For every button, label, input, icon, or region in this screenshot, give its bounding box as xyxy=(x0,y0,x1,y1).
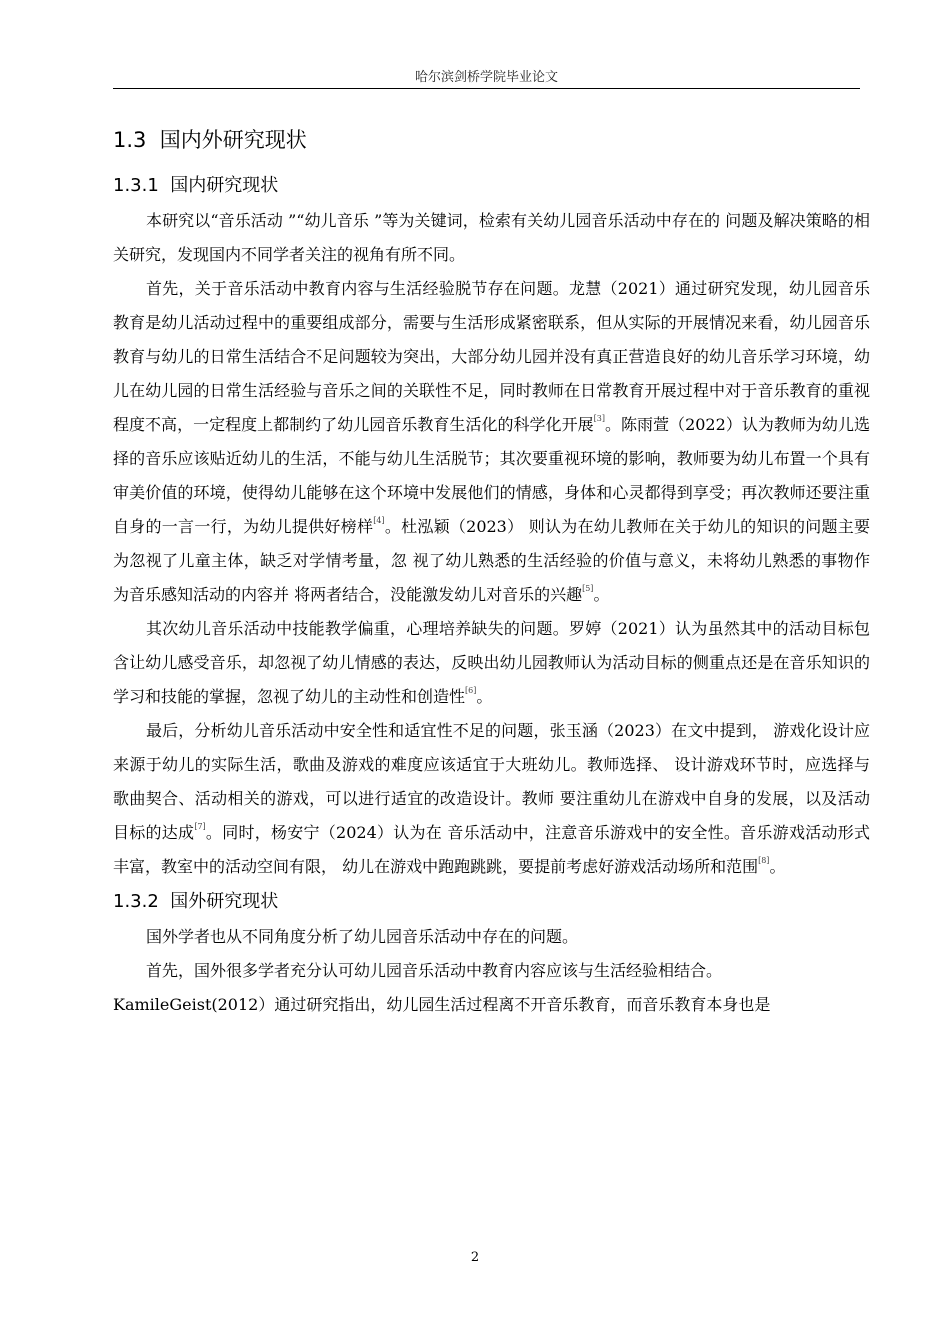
citation: [4] xyxy=(373,516,385,525)
section-heading xyxy=(113,120,870,160)
paragraph-foreign-first: 首先，国外很多学者充分认可幼儿园音乐活动中教育内容应该与生活经验相结合。 xyxy=(146,961,723,980)
paragraph-intro: 本研究以“音乐活动 ”“幼儿音乐 ”等为关键词，检索有关幼儿园音乐活动中存在的 问题及解决策略的相关研究，发现国内不同学者关注的视角有所不同。 xyxy=(113,211,870,264)
subsection-number: 1.3.1 xyxy=(113,175,159,196)
section-title: 国内外研究现状 xyxy=(159,128,307,152)
citation: [5] xyxy=(582,584,594,593)
paragraph-text: 最后，分析幼儿音乐活动中安全性和适宜性不足的问题，张玉涵（2023）在文中提到， 游戏化设计应来源于幼儿的实际生活，歌曲及游戏的难度应该适宜于大班幼儿。教师选择、 设计游戏环节时，应选择与歌曲契合、活动相关的游戏，可以进行适宜的改造设计。教师 要注重幼儿在游戏中自身的发展，以及活动目标的达成 xyxy=(113,721,870,842)
citation: [8] xyxy=(758,856,770,865)
subsection-title: 国外研究现状 xyxy=(170,891,279,912)
paragraph-text: 首先，关于音乐活动中教育内容与生活经验脱节存在问题。龙慧（2021）通过研究发现，幼儿园音乐教育是幼儿活动过程中的重要组成部分，需要与生活形成紧密联系，但从实际的开展情况来看，幼儿园音乐教育与幼儿的日常生活结合不足问题较为突出，大部分幼儿园并没有真正营造良好的幼儿音乐学习环境，幼儿在幼儿园的日常生活经验与音乐之间的关联性不足，同时教师在日常教育开展过程中对于音乐教育的重视程度不高，一定程度上都制约了幼儿园音乐教育生活化的科学化开展 xyxy=(113,279,870,434)
paragraph-text: 其次幼儿音乐活动中技能教学偏重，心理培养缺失的问题。罗婷（2021）认为虽然其中的活动目标包含让幼儿感受音乐，却忽视了幼儿情感的表达，反映出幼儿园教师认为活动目标的侧重点还是在音乐知识的学习和技能的掌握，忽视了幼儿的主动性和创造性 xyxy=(113,619,870,706)
subsection-title: 国内研究现状 xyxy=(170,175,279,196)
paragraph-content-life xyxy=(113,272,870,612)
citation: [6] xyxy=(465,686,477,695)
paragraph-text: 。陈雨萱（2022）认为教师为幼儿选择的音乐应该贴近幼儿的生活，不能与幼儿生活脱节；其次要重视环境的影响，教师要为幼儿布置一个具有审美价值的环境，使得幼儿能够在这个环境中发展他们的情感，身体和心灵都得到享受；再次教师还要注重自身的一言一行，为幼儿提供好榜样 xyxy=(113,415,870,536)
header-rule xyxy=(113,88,860,89)
paragraph-text: 。杜泓颖（2023） 则认为在幼儿教师在关于幼儿的知识的问题主要为忽视了儿童主体，缺乏对学情考量，忽 视了幼儿熟悉的生活经验的价值与意义，未将幼儿熟悉的事物作为音乐感知活动的内容并 将两者结合，没能激发幼儿对音乐的兴趣 xyxy=(113,517,870,604)
paragraph-text: 。 xyxy=(769,857,786,876)
paragraph-text: 。 xyxy=(593,585,610,604)
page-number: 2 xyxy=(470,1250,480,1265)
paragraph-safety xyxy=(113,714,870,884)
section-number: 1.3 xyxy=(113,128,147,152)
subsection-number: 1.3.2 xyxy=(113,891,159,912)
subsection-heading-foreign xyxy=(113,884,870,920)
subsection-heading-domestic xyxy=(113,168,870,204)
paragraph-foreign-kamile: KamileGeist(2012）通过研究指出，幼儿园生活过程离不开音乐教育，而音乐教育本身也是 xyxy=(113,995,771,1014)
citation: [3] xyxy=(593,414,605,423)
paragraph-text: 。 xyxy=(476,687,493,706)
citation: [7] xyxy=(194,822,206,831)
page-content xyxy=(113,120,870,1022)
paragraph-text: 。同时，杨安宁（2024）认为在 音乐活动中，注意音乐游戏中的安全性。音乐游戏活动形式丰富，教室中的活动空间有限， 幼儿在游戏中跑跑跳跳，要提前考虑好游戏活动场所和范围 xyxy=(113,823,870,876)
page-header: 哈尔滨剑桥学院毕业论文 xyxy=(414,70,558,85)
paragraph-foreign-intro: 国外学者也从不同角度分析了幼儿园音乐活动中存在的问题。 xyxy=(146,927,579,946)
paragraph-skills xyxy=(113,612,870,714)
